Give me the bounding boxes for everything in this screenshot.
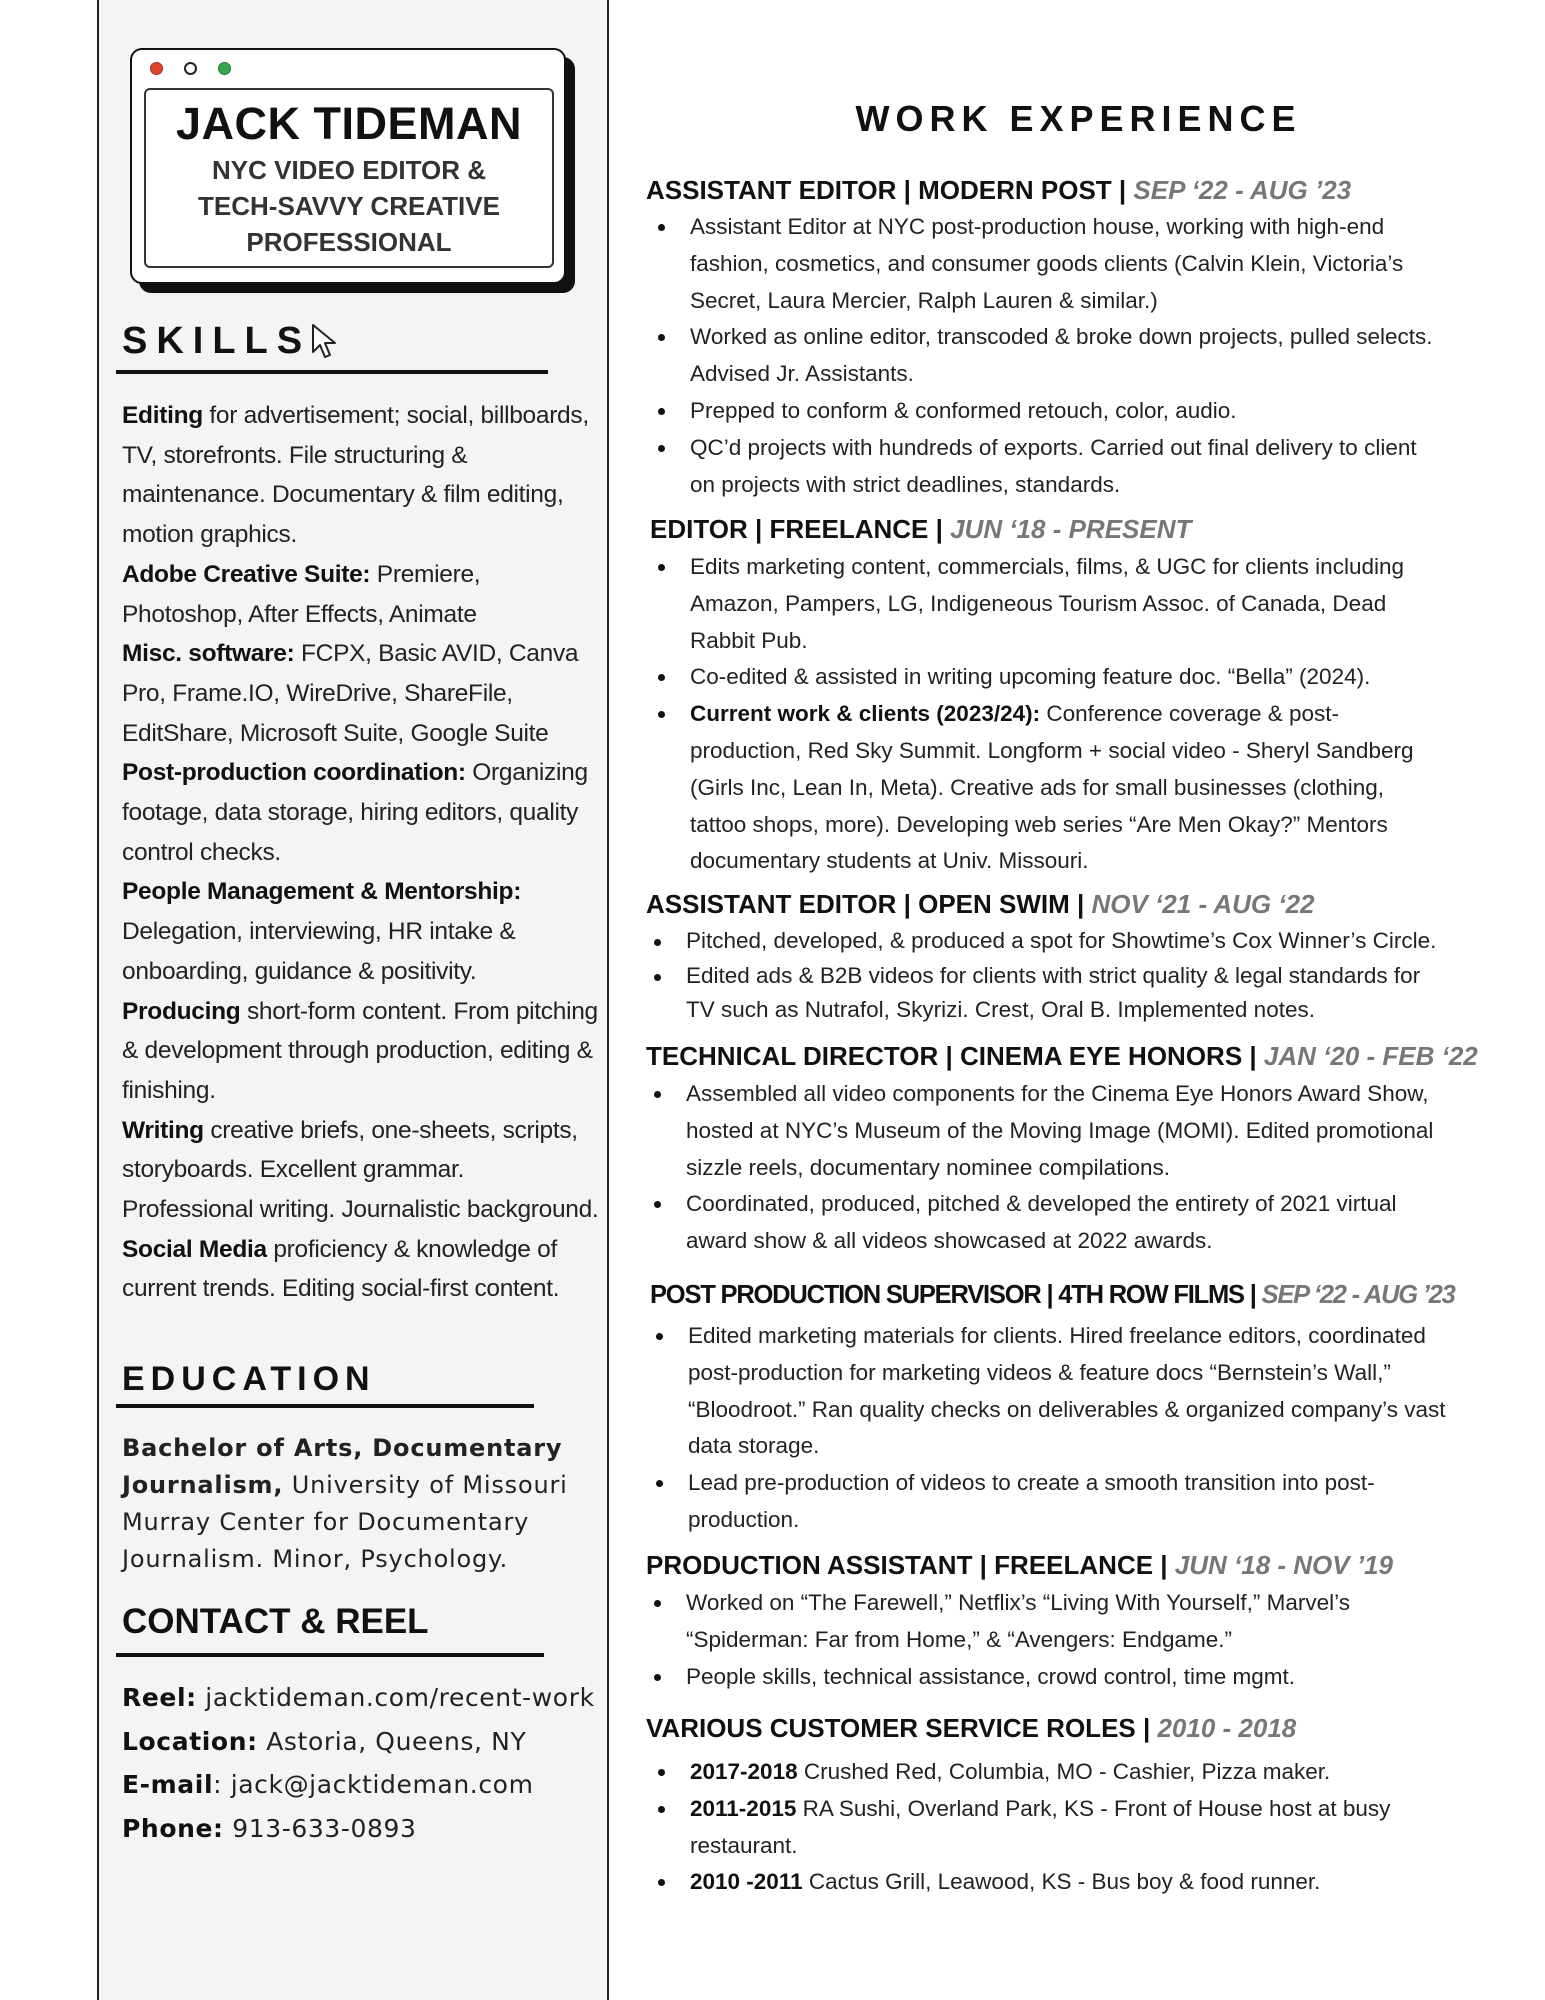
- bullet-item: Edited ads & B2B videos for clients with strict quality & legal standards for TV such as Nutrafol, Skyrizi. Crest, Oral B. Implemented notes.: [642, 959, 1448, 1028]
- job-bullets: [646, 1754, 1448, 1901]
- education-details: University of Missouri Murray Center for Documentary Journalism. Minor, Psychology.: [122, 1471, 568, 1573]
- job-heading: ASSISTANT EDITOR | MODERN POST | SEP ‘22 - AUG ’23: [646, 175, 1352, 205]
- job-bullets: [646, 209, 1446, 503]
- skills-list: [122, 396, 600, 1309]
- skill-item: Social Media proficiency & knowledge of current trends. Editing social-first content.: [122, 1235, 560, 1303]
- education-divider: [116, 1404, 534, 1408]
- contact-list: [122, 1676, 602, 1850]
- work-experience-heading: WORK EXPERIENCE: [855, 98, 1302, 139]
- job-heading: TECHNICAL DIRECTOR | CINEMA EYE HONORS | JAN ‘20 - FEB ‘22: [646, 1041, 1478, 1071]
- tagline-line: NYC VIDEO EDITOR &: [211, 155, 486, 185]
- skill-item: Adobe Creative Suite: Premiere, Photoshop, After Effects, Animate: [122, 560, 481, 628]
- skill-item: Editing for advertisement; social, billboards, TV, storefronts. File structuring & maintenance. Documentary & film editing, motion graphics.: [122, 402, 589, 549]
- contact-divider: [116, 1653, 544, 1657]
- bullet-item: Lead pre-production of videos to create a smooth transition into post-production.: [644, 1465, 1448, 1539]
- education-heading: EDUCATION: [122, 1360, 376, 1398]
- red-dot-icon: [150, 62, 163, 75]
- bullet-item: Co-edited & assisted in writing upcoming feature doc. “Bella” (2024).: [646, 659, 1446, 696]
- job-bullets: [642, 1076, 1448, 1260]
- job-heading: EDITOR | FREELANCE | JUN ‘18 - PRESENT: [650, 514, 1192, 544]
- job-bullets: [642, 924, 1448, 1028]
- bullet-item: Edited marketing materials for clients. Hired freelance editors, coordinated post-production for marketing videos & feature docs “Bernstein’s Wall,” “Bloodroot.” Ran quality checks on deliverables & organized company’s vast data storage.: [644, 1318, 1448, 1465]
- bullet-item: Edits marketing content, commercials, films, & UGC for clients including Amazon, Pampers, LG, Indigeneous Tourism Assoc. of Canada, Dead Rabbit Pub.: [646, 549, 1446, 659]
- job-bullets: [646, 549, 1446, 880]
- degree: Bachelor of Arts, Documentary Journalism,: [122, 1434, 563, 1499]
- bullet-item: 2010 -2011 Cactus Grill, Leawood, KS - Bus boy & food runner.: [646, 1864, 1448, 1901]
- tagline-line: PROFESSIONAL: [246, 227, 452, 257]
- contact-reel: Reel: jacktideman.com/recent-work: [122, 1683, 595, 1712]
- skill-item: Post-production coordination: Organizing footage, data storage, hiring editors, quality control checks.: [122, 759, 588, 866]
- skills-heading: SKILLS: [122, 320, 312, 362]
- green-dot-icon: [218, 62, 231, 75]
- bullet-item: Assembled all video components for the Cinema Eye Honors Award Show, hosted at NYC’s Museum of the Moving Image (MOMI). Edited promotional sizzle reels, documentary nominee compilations.: [642, 1076, 1448, 1186]
- name: JACK TIDEMAN: [175, 98, 522, 149]
- bullet-item: Prepped to conform & conformed retouch, color, audio.: [646, 393, 1446, 430]
- bullet-item: QC’d projects with hundreds of exports. Carried out final delivery to client on projects with strict deadlines, standards.: [646, 430, 1446, 504]
- contact-heading: CONTACT & REEL: [122, 1602, 429, 1641]
- tagline: [146, 152, 552, 260]
- name-card: [130, 48, 566, 284]
- skill-item: Producing short-form content. From pitching & development through production, editing & finishing.: [122, 997, 598, 1104]
- job-bullets: [642, 1585, 1448, 1695]
- bullet-item: Worked as online editor, transcoded & broke down projects, pulled selects. Advised Jr. Assistants.: [646, 319, 1446, 393]
- skills-divider: [116, 370, 548, 374]
- skill-item: Writing creative briefs, one-sheets, scripts, storyboards. Excellent grammar. Professional writing. Journalistic background.: [122, 1116, 599, 1224]
- bullet-item: 2017-2018 Crushed Red, Columbia, MO - Cashier, Pizza maker.: [646, 1754, 1448, 1791]
- contact-phone: Phone: 913-633-0893: [122, 1813, 417, 1843]
- bullet-item: 2011-2015 RA Sushi, Overland Park, KS - Front of House host at busy restaurant.: [646, 1791, 1448, 1865]
- white-dot-icon: [184, 62, 197, 75]
- bullet-item: Pitched, developed, & produced a spot for Showtime’s Cox Winner’s Circle.: [642, 924, 1448, 959]
- bullet-item: People skills, technical assistance, crowd control, time mgmt.: [642, 1659, 1448, 1696]
- job-heading: ASSISTANT EDITOR | OPEN SWIM | NOV ‘21 - AUG ‘22: [646, 889, 1315, 919]
- name-panel: [144, 88, 554, 268]
- contact-email: E-mail: jack@jacktideman.com: [122, 1770, 534, 1799]
- tagline-line: TECH-SAVVY CREATIVE: [198, 191, 500, 221]
- job-bullets: [644, 1318, 1448, 1539]
- skill-item: Misc. software: FCPX, Basic AVID, Canva Pro, Frame.IO, WireDrive, ShareFile, EditShare, Microsoft Suite, Google Suite: [122, 640, 579, 747]
- contact-location: Location: Astoria, Queens, NY: [122, 1726, 527, 1756]
- job-heading: PRODUCTION ASSISTANT | FREELANCE | JUN ‘18 - NOV ’19: [646, 1550, 1393, 1580]
- bullet-item: Current work & clients (2023/24): Conference coverage & post-production, Red Sky Summit. Longform + social video - Sheryl Sandberg (Girls Inc, Lean In, Meta). Creative ads for small businesses (clothing, tattoo shops, more). Developing web series “Are Men Okay?” Mentors documentary students at Univ. Missouri.: [646, 696, 1446, 880]
- bullet-item: Coordinated, produced, pitched & developed the entirety of 2021 virtual award show & all videos showcased at 2022 awards.: [642, 1186, 1448, 1260]
- job-heading: VARIOUS CUSTOMER SERVICE ROLES | 2010 - 2018: [646, 1713, 1297, 1743]
- education-entry: [122, 1430, 602, 1578]
- bullet-item: Assistant Editor at NYC post-production house, working with high-end fashion, cosmetics, and consumer goods clients (Calvin Klein, Victoria’s Secret, Laura Mercier, Ralph Lauren & similar.): [646, 209, 1446, 319]
- bullet-item: Worked on “The Farewell,” Netflix’s “Living With Yourself,” Marvel’s “Spiderman: Far from Home,” & “Avengers: Endgame.”: [642, 1585, 1448, 1659]
- cursor-icon: [310, 322, 340, 362]
- skill-item: People Management & Mentorship: Delegation, interviewing, HR intake & onboarding, guidance & positivity.: [122, 878, 522, 985]
- job-heading: POST PRODUCTION SUPERVISOR | 4TH ROW FILMS | SEP ‘22 - AUG ’23: [650, 1281, 1455, 1309]
